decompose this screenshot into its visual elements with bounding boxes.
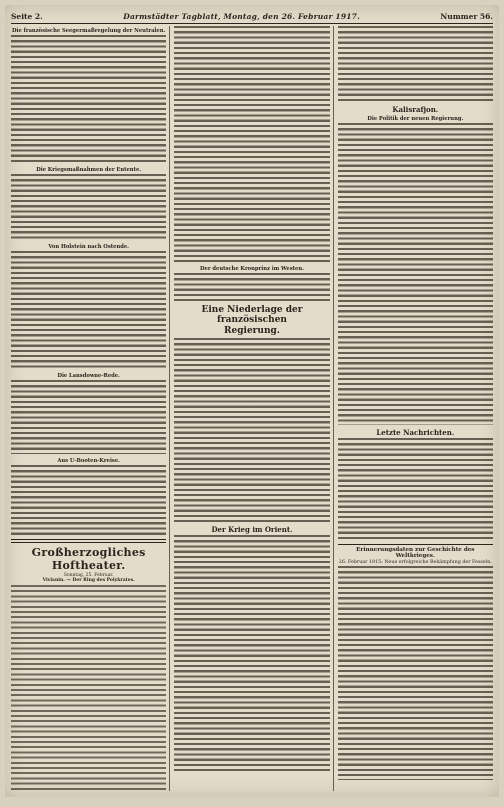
- article-orient: [174, 526, 329, 771]
- kronprinz-body: [174, 273, 329, 301]
- article-kalisrafjon: [338, 106, 493, 425]
- article-2-title: Die Kriegsmaßnahmen der Entente.: [36, 167, 142, 173]
- article-dates: [338, 547, 493, 780]
- headline-line-1: Eine Niederlage der französischen: [201, 305, 303, 325]
- article-5-body: [11, 465, 166, 535]
- page-header: [11, 9, 493, 24]
- article-3: [11, 244, 166, 369]
- theater-date: Sonntag, 25. Februar.: [63, 573, 114, 578]
- article-1-title: Die französische Seegermaßregelung der Neutralen.: [12, 28, 166, 34]
- divider-2: [338, 544, 493, 545]
- section-divider: [11, 539, 166, 543]
- article-3-title: Von Holstein nach Ostende.: [48, 244, 129, 250]
- newspaper-page: [5, 5, 499, 797]
- dates-title: Erinnerungsdaten zur Geschichte des Weltkrieges.: [356, 546, 475, 559]
- issue-number: Nummer 56.: [440, 11, 493, 21]
- article-4: [11, 373, 166, 454]
- theater-program: Vivianin. — Der Ring des Polykrates.: [42, 578, 135, 583]
- column-1: [11, 26, 170, 791]
- column-3-lead-body: [338, 26, 493, 104]
- columns: [11, 26, 493, 791]
- headline-line-2: Regierung.: [224, 326, 280, 336]
- theater-heading: Großherzogliches Hoftheater.: [31, 546, 146, 572]
- last-news-body: [338, 438, 493, 540]
- article-4-title: Die Lansdowne-Rede.: [57, 373, 120, 379]
- article-5-title: Aus U-Booten-Kreise.: [57, 458, 120, 464]
- page-number: Seite 2.: [11, 11, 43, 21]
- article-1: [11, 28, 166, 163]
- article-kronprinz: [174, 266, 329, 301]
- article-2: [11, 167, 166, 240]
- politics-body: [338, 123, 493, 425]
- article-1-body: [11, 35, 166, 163]
- last-news-title: Letzte Nachrichten.: [376, 428, 455, 437]
- dates-subtitle: 26. Februar 1915: Neue erfolgreiche Bekämpfung der Fesseln.: [338, 559, 492, 565]
- orient-title: Der Krieg im Orient.: [211, 525, 293, 534]
- kalisrafjon-title: Kalisrafjon.: [392, 105, 439, 114]
- politics-title: Die Politik der neuen Regierung.: [367, 116, 464, 122]
- article-4-body: [11, 380, 166, 454]
- article-3-body: [11, 251, 166, 369]
- masthead-dateline: Darmstädter Tagblatt, Montag, den 26. Februar 1917.: [123, 11, 360, 21]
- column-2-lead-body: [174, 26, 329, 264]
- article-5: [11, 458, 166, 535]
- column-2: [174, 26, 333, 791]
- theater-review-body: [11, 585, 166, 791]
- orient-body: [174, 535, 329, 771]
- article-2-body: [11, 174, 166, 240]
- article-last-news: [338, 429, 493, 540]
- headline-article-body: [174, 338, 329, 524]
- column-3: [338, 26, 493, 791]
- kronprinz-title: Der deutsche Kronprinz im Westen.: [200, 266, 304, 272]
- dates-body: [338, 566, 493, 780]
